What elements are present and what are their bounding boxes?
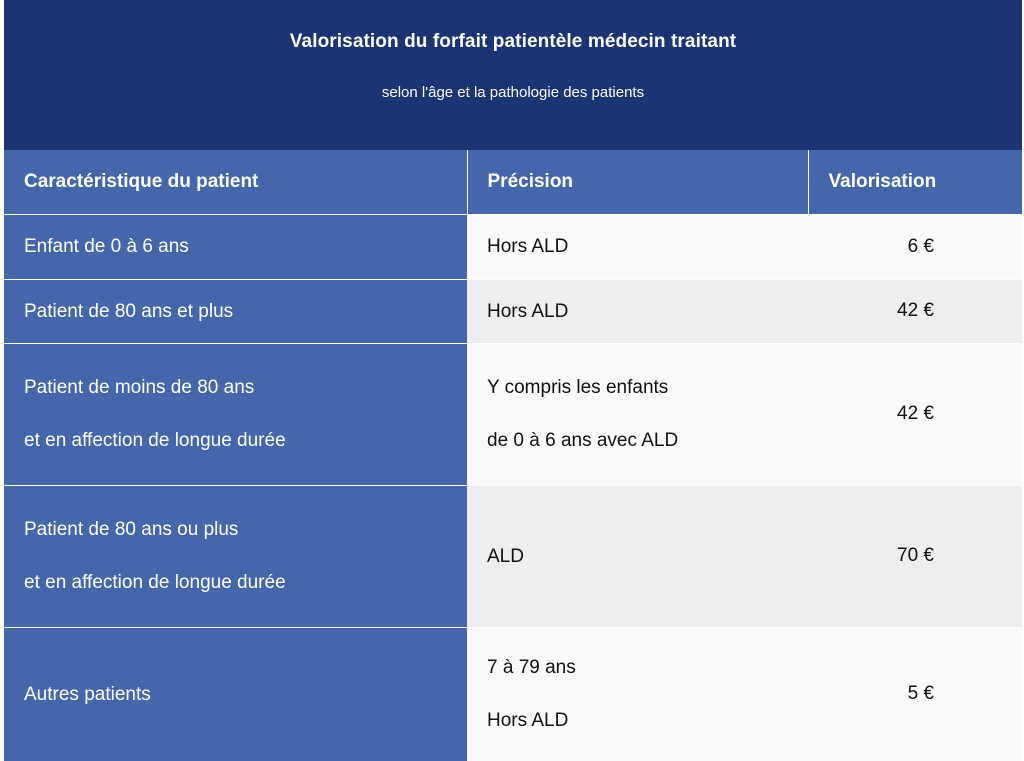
characteristic-line: Patient de 80 ans ou plus [24,519,239,540]
characteristic-cell [4,279,467,343]
precision-cell [467,214,808,279]
column-header-precision: Précision [467,150,808,214]
tariff-table [4,150,1022,761]
table-row [4,214,1022,279]
precision-line: de 0 à 6 ans avec ALD [487,430,679,451]
column-header-characteristic: Caractéristique du patient [4,150,467,214]
valorisation-cell: 5 € [808,627,1022,761]
table-row [4,279,1022,343]
precision-cell [467,627,808,761]
precision-line: ALD [487,545,524,567]
precision-line: Hors ALD [487,300,569,322]
characteristic-cell [4,627,467,761]
characteristic-cell [4,485,467,627]
precision-cell [467,485,808,627]
characteristic-line: Patient de 80 ans et plus [24,300,234,322]
table-row [4,343,1022,485]
tariff-card [4,0,1022,761]
valorisation-cell: 70 € [808,485,1022,627]
column-header-valorisation: Valorisation [808,150,1022,214]
valorisation-cell: 6 € [808,214,1022,279]
table-header-banner [4,0,1022,150]
table-row [4,627,1022,761]
precision-line: Y compris les enfants [487,377,669,398]
table-subtitle: selon l'âge et la pathologie des patients [381,84,645,101]
table-title: Valorisation du forfait patientèle médecin traitant [289,31,737,52]
characteristic-line: Patient de moins de 80 ans [24,377,255,398]
precision-line: Hors ALD [487,710,569,732]
characteristic-cell [4,343,467,485]
characteristic-line: Autres patients [24,683,151,705]
characteristic-line: Enfant de 0 à 6 ans [24,236,189,257]
characteristic-line: et en affection de longue durée [24,572,286,593]
characteristic-cell [4,214,467,279]
valorisation-cell: 42 € [808,279,1022,343]
precision-line: 7 à 79 ans [487,657,576,679]
column-header-row [4,150,1022,214]
valorisation-cell: 42 € [808,343,1022,485]
characteristic-line: et en affection de longue durée [24,430,286,451]
precision-cell [467,343,808,485]
precision-line: Hors ALD [487,236,569,257]
table-row [4,485,1022,627]
precision-cell [467,279,808,343]
